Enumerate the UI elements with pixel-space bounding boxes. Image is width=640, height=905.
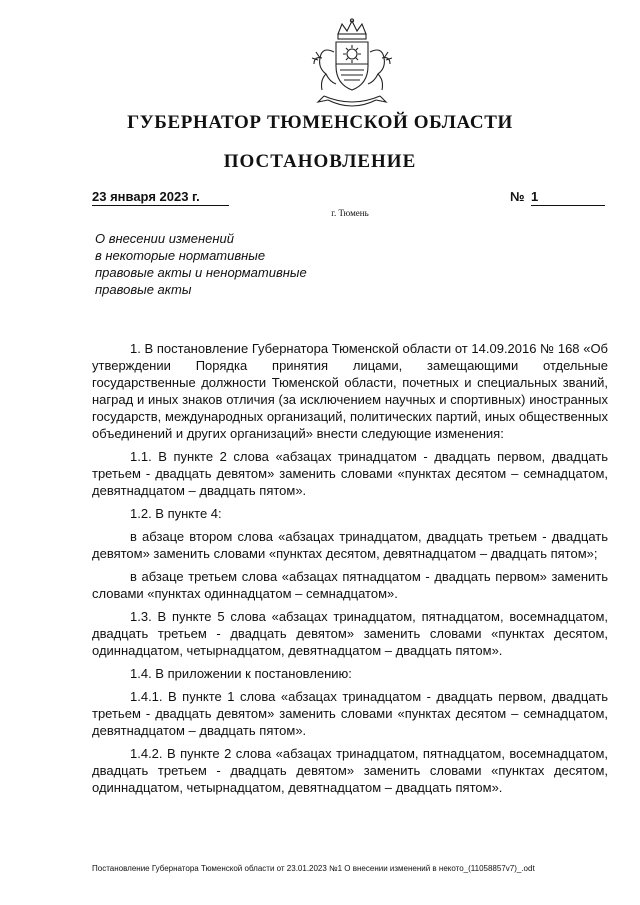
body-paragraph: 1.2. В пункте 4: — [130, 506, 222, 521]
tyumen-oblast-coat-of-arms-icon — [300, 18, 404, 114]
body-paragraph: в абзаце втором слова «абзацах тринадцатом, двадцать третьем - двадцать девятом» заменить словами «пунктах десятом, девятнадцатом – двадцать пятом»; — [92, 529, 608, 561]
body-paragraph: 1.4.2. В пункте 2 слова «абзацах тринадцатом, пятнадцатом, восемнадцатом, двадцать третьем - двадцать девятом» заменить словами «пунктах десятом, одиннадцатом, четырнадцатом, девятнадцатом – двадцать пятом». — [92, 746, 608, 795]
document-body — [92, 340, 608, 802]
subject-line: правовые акты — [95, 282, 192, 297]
body-paragraph: 1.3. В пункте 5 слова «абзацах тринадцатом, пятнадцатом, восемнадцатом, двадцать третьем - двадцать девятом» заменить словами «пунктах десятом, одиннадцатом, четырнадцатом, девятнадцатом – двадцать пятом». — [92, 609, 608, 658]
subject-line: правовые акты и ненормативные — [95, 265, 307, 280]
body-paragraph: 1.1. В пункте 2 слова «абзацах тринадцатом - двадцать первом, двадцать третьем - двадцать девятом» заменить словами «пунктах десятом – семнадцатом, девятнадцатом – двадцать пятом». — [92, 449, 608, 498]
document-date: 23 января 2023 г. — [92, 189, 229, 206]
document-footer: Постановление Губернатора Тюменской области от 23.01.2023 №1 О внесении изменений в некото_(11058857v7)_.odt — [92, 864, 535, 873]
document-kind: ПОСТАНОВЛЕНИЕ — [223, 151, 417, 172]
body-paragraph: 1. В постановление Губернатора Тюменской области от 14.09.2016 № 168 «Об утверждении Порядка принятия лицами, замещающими отдельные государственные должности Тюменской области, почетных и специальных званий, наград и иных знаков отличия (за исключением научных и спортивных) иностранных государств, международных организаций, политических партий, иных общественных объединений и других организаций» внести следующие изменения: — [92, 341, 608, 441]
subject-line: в некоторые нормативные — [95, 248, 266, 263]
document-number-label: № — [510, 189, 525, 204]
governor-title: ГУБЕРНАТОР ТЮМЕНСКОЙ ОБЛАСТИ — [127, 112, 513, 133]
document-city: г. Тюмень — [331, 208, 369, 218]
body-paragraph: в абзаце третьем слова «абзацах пятнадцатом - двадцать первом» заменить словами «пунктах одиннадцатом – семнадцатом». — [92, 569, 608, 601]
document-subject — [95, 230, 345, 298]
body-paragraph: 1.4.1. В пункте 1 слова «абзацах тринадцатом - двадцать первом, двадцать третьем - двадцать девятом» заменить словами «пунктах десятом – семнадцатом, девятнадцатом – двадцать пятом». — [92, 689, 608, 738]
body-paragraph: 1.4. В приложении к постановлению: — [130, 666, 352, 681]
document-number: 1 — [531, 189, 605, 206]
subject-line: О внесении изменений — [95, 231, 234, 246]
